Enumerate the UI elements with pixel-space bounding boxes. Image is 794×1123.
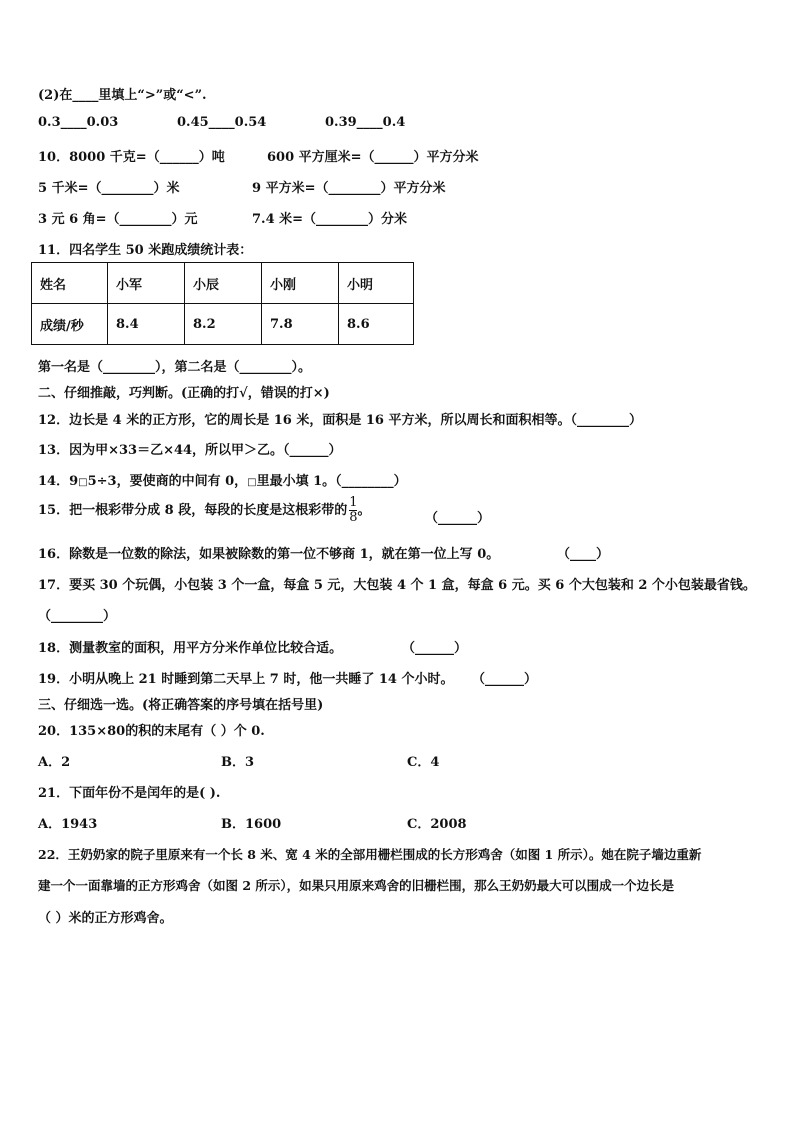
- q10-row1-left: 10．8000 千克=（______）吨: [38, 150, 225, 165]
- q19-blank: （______）: [472, 672, 538, 687]
- q9-item-2: 0.45____0.54: [177, 115, 267, 130]
- table-cell: 成绩/秒: [32, 304, 108, 345]
- table-cell: 7.8: [262, 304, 339, 345]
- q10-row1-right: 600 平方厘米=（______）平方分米: [267, 150, 479, 165]
- table-cell: 8.2: [185, 304, 262, 345]
- q17-blank: （________）: [38, 609, 117, 624]
- table-cell: 小刚: [262, 263, 339, 304]
- q21: 21．下面年份不是闰年的是( ).: [38, 786, 221, 801]
- q12: 12．边长是 4 米的正方形，它的周长是 16 米，面积是 16 平方米，所以周长和面积相等。（________）: [38, 413, 642, 428]
- score-table: [31, 262, 414, 345]
- q22-line-1: 22．王奶奶家的院子里原来有一个长 8 米、宽 4 米的全部用栅栏围成的长方形鸡舍（如图 1 所示）。她在院子墙边重新: [38, 847, 702, 862]
- q16-blank: （____）: [557, 547, 610, 562]
- table-cell: 小军: [108, 263, 185, 304]
- q10-row3-left: 3 元 6 角=（________）元: [38, 212, 198, 227]
- q19: 19．小明从晚上 21 时睡到第二天早上 7 时，他一共睡了 14 个小时。: [38, 672, 454, 687]
- q10-row2-right: 9 平方米=（________）平方分米: [252, 181, 446, 196]
- q20-option-a: A．2: [38, 755, 71, 770]
- q10-row2-left: 5 千米=（________）米: [38, 181, 180, 196]
- box-icon: □: [78, 477, 88, 488]
- q10-row3-right: 7.4 米=（________）分米: [252, 212, 408, 227]
- q15-text: 15．把一根彩带分成 8 段，每段的长度是这根彩带的: [38, 503, 348, 518]
- q9-instruction: (2)在____里填上“>”或“<”.: [38, 88, 207, 103]
- q20: 20．135×80的积的末尾有（ ）个 0.: [38, 724, 265, 739]
- q20-option-b: B．3: [221, 755, 255, 770]
- q16: 16．除数是一位数的除法，如果被除数的第一位不够商 1，就在第一位上写 0。: [38, 547, 500, 562]
- q18: 18．测量教室的面积，用平方分米作单位比较合适。: [38, 641, 343, 656]
- q18-blank: （______）: [402, 641, 468, 656]
- q11-title: 11．四名学生 50 米跑成绩统计表：: [38, 243, 253, 258]
- q21-option-a: A．1943: [38, 817, 98, 832]
- table-row: [32, 304, 414, 345]
- q22-line-2: 建一个一面靠墙的正方形鸡舍（如图 2 所示），如果只用原来鸡舍的旧栅栏围，那么王奶奶最大可以围成一个边长是: [38, 878, 675, 893]
- table-cell: 8.4: [108, 304, 185, 345]
- section3-title: 三、仔细选一选。(将正确答案的序号填在括号里): [38, 698, 324, 713]
- q14-part-b: 5÷3，要使商的中间有 0，: [87, 474, 248, 489]
- table-header-row: [32, 263, 414, 304]
- q11-answer: 第一名是（________），第二名是（________）。: [38, 360, 312, 375]
- q22-line-3: （ ）米的正方形鸡舍。: [38, 911, 173, 926]
- q15: [38, 496, 371, 525]
- q14: [38, 470, 407, 489]
- q9-item-1: 0.3____0.03: [38, 115, 119, 130]
- q17: 17．要买 30 个玩偶，小包装 3 个一盒，每盒 5 元，大包装 4 个 1 盒，每盒 6 元。买 6 个大包装和 2 个小包装最省钱。: [38, 578, 756, 593]
- table-cell: 小明: [339, 263, 414, 304]
- table-cell: 姓名: [32, 263, 108, 304]
- q13: 13．因为甲×33＝乙×44，所以甲＞乙。（______）: [38, 443, 342, 458]
- q14-part-c: 里最小填 1。（________）: [256, 474, 407, 489]
- q15-blank: （______）: [425, 511, 491, 526]
- q20-option-c: C．4: [407, 755, 440, 770]
- table-cell: 8.6: [339, 304, 414, 345]
- q9-item-3: 0.39____0.4: [325, 115, 406, 130]
- section2-title: 二、仔细推敲，巧判断。(正确的打√，错误的打×): [38, 386, 330, 401]
- box-icon: □: [247, 477, 257, 488]
- q21-option-c: C．2008: [407, 817, 467, 832]
- q14-part-a: 14．9: [38, 474, 79, 489]
- q15-end: 。: [357, 503, 371, 518]
- fraction-denominator: 8: [349, 510, 358, 525]
- q21-option-b: B．1600: [221, 817, 282, 832]
- table-cell: 小辰: [185, 263, 262, 304]
- fraction-numerator: 1: [349, 495, 358, 510]
